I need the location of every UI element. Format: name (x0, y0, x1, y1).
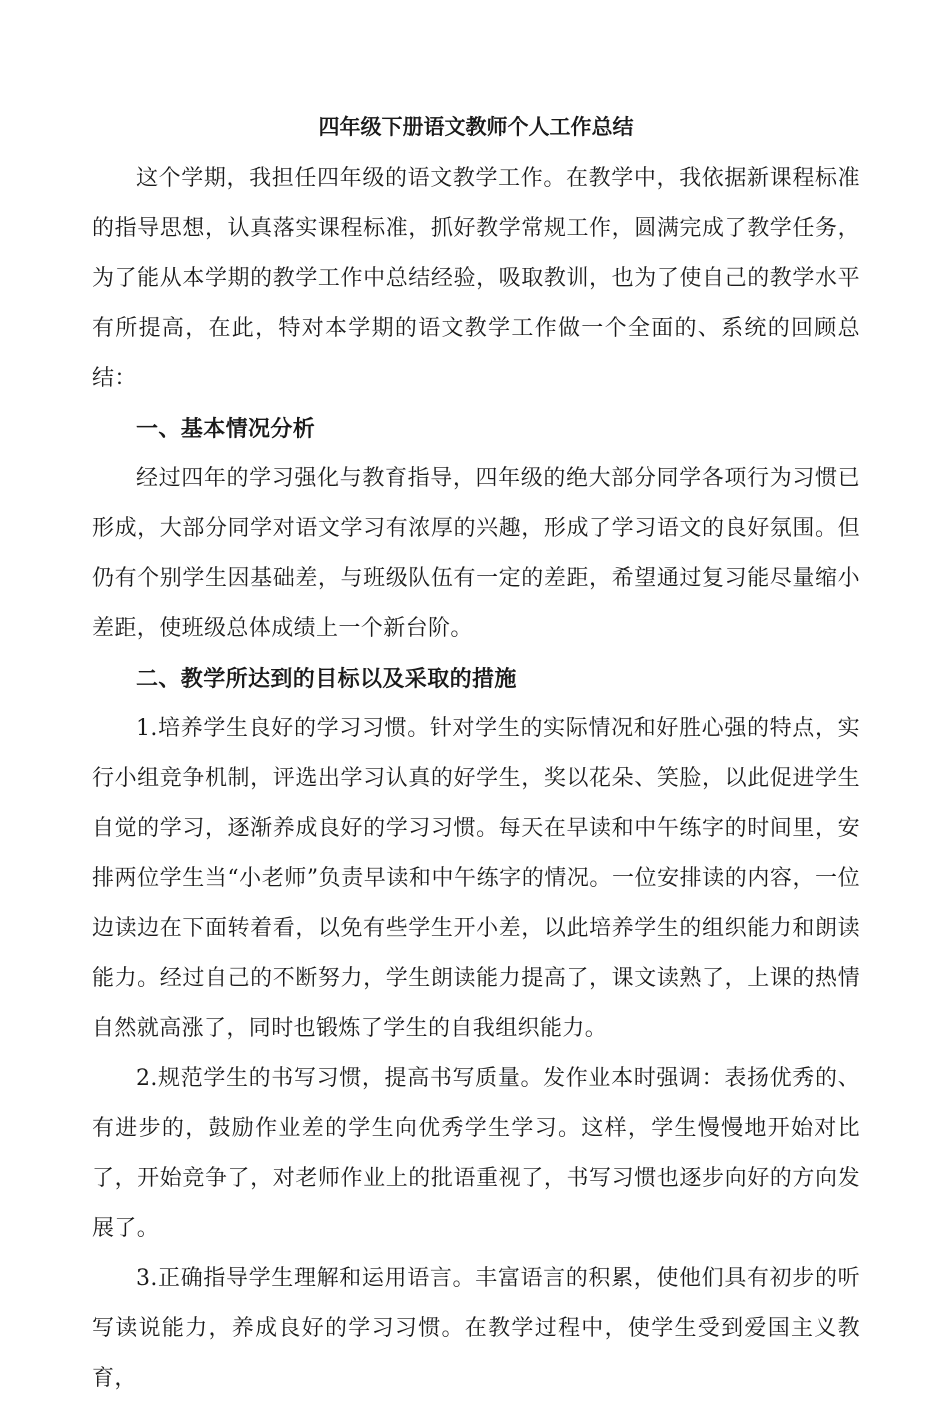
document-title: 四年级下册语文教师个人工作总结 (318, 114, 634, 139)
section-2-item-3-paragraph: 3.正确指导学生理解和运用语言。丰富语言的积累，使他们具有初步的听写读说能力，养成良好的学习习惯。在教学过程中，使学生受到爱国主义教育， (92, 1266, 860, 1391)
section-2-item-2-paragraph: 2.规范学生的书写习惯，提高书写质量。发作业本时强调：表扬优秀的、有进步的，鼓励作业差的学生向优秀学生学习。这样，学生慢慢地开始对比了，开始竞争了，对老师作业上的批语重视了，书写习惯也逐步向好的方向发展了。 (92, 1066, 860, 1241)
intro-paragraph: 这个学期，我担任四年级的语文教学工作。在教学中，我依据新课程标准的指导思想，认真落实课程标准，抓好教学常规工作，圆满完成了教学任务，为了能从本学期的教学工作中总结经验，吸取教训，也为了使自己的教学水平有所提高，在此，特对本学期的语文教学工作做一个全面的、系统的回顾总结： (92, 166, 860, 391)
section-1-paragraph: 经过四年的学习强化与教育指导，四年级的绝大部分同学各项行为习惯已形成，大部分同学对语文学习有浓厚的兴趣，形成了学习语文的良好氛围。但仍有个别学生因基础差，与班级队伍有一定的差距，希望通过复习能尽量缩小差距，使班级总体成绩上一个新台阶。 (92, 466, 860, 641)
section-1-heading: 一、基本情况分析 (136, 416, 316, 442)
section-2-item-1-paragraph: 1.培养学生良好的学习习惯。针对学生的实际情况和好胜心强的特点，实行小组竞争机制，评选出学习认真的好学生，奖以花朵、笑脸，以此促进学生自觉的学习，逐渐养成良好的学习习惯。每天在早读和中午练字的时间里，安排两位学生当“小老师”负责早读和中午练字的情况。一位安排读的内容，一位边读边在下面转着看，以免有些学生开小差，以此培养学生的组织能力和朗读能力。经过自己的不断努力，学生朗读能力提高了，课文读熟了，上课的热情自然就高涨了，同时也锻炼了学生的自我组织能力。 (92, 716, 860, 1041)
document-page (92, 100, 860, 1404)
section-2-heading: 二、教学所达到的目标以及采取的措施 (136, 666, 517, 692)
